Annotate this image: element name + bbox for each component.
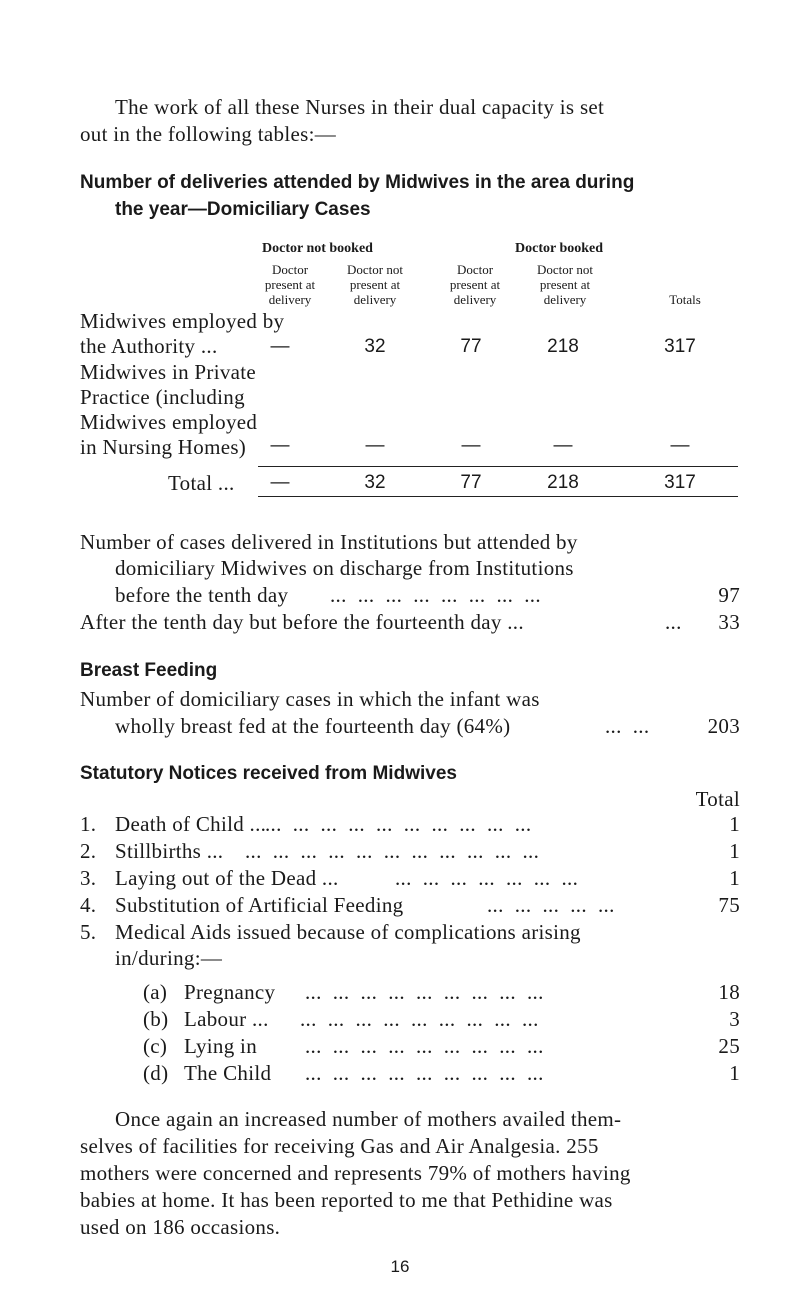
sub-item-a-label: Pregnancy <box>184 980 276 1004</box>
intro-line-2: out in the following tables:— <box>80 122 337 146</box>
notice-1-label: Death of Child ... <box>115 812 267 836</box>
total-bottom-rule <box>258 496 738 497</box>
sub-item-d-value: 1 <box>729 1061 740 1085</box>
breast-feeding-value: 203 <box>707 714 740 738</box>
row1-value-2: 32 <box>364 336 386 357</box>
total-value-4: 218 <box>547 472 579 493</box>
institutions-line-1: Number of cases delivered in Institutions but attended by <box>80 530 578 554</box>
closing-line-1: Once again an increased number of mothers availed them- <box>115 1107 622 1131</box>
sub-item-b-letter: (b) <box>143 1007 169 1031</box>
sub-item-c-leader: ... ... ... ... ... ... ... ... ... <box>305 1034 544 1058</box>
row1-value-4: 218 <box>547 336 579 357</box>
notice-3-value: 1 <box>729 866 740 890</box>
notices-total-label: Total <box>695 787 740 811</box>
institutions-value-2: 33 <box>718 610 740 634</box>
institutions-line-4: After the tenth day but before the fourteenth day ... <box>80 610 524 634</box>
row2-label-line-3: Midwives employed <box>80 410 258 434</box>
notice-4-leader: ... ... ... ... ... <box>487 893 615 917</box>
row2-label-line-1: Midwives in Private <box>80 360 257 384</box>
sub-item-b-leader: ... ... ... ... ... ... ... ... ... <box>300 1007 539 1031</box>
breast-feeding-line-2: wholly breast fed at the fourteenth day (64%) <box>115 714 511 738</box>
notice-2-label: Stillbirths ... <box>115 839 224 863</box>
group-header-not-booked: Doctor not booked <box>262 241 373 256</box>
col4-line-2: present at <box>539 277 591 292</box>
col4-line-1: Doctor not <box>537 262 593 277</box>
column-header-2 <box>330 262 420 307</box>
sub-item-c-label: Lying in <box>184 1034 257 1058</box>
row2-value-5: — <box>670 435 690 456</box>
institutions-leader-1: ... ... ... ... ... ... ... ... <box>330 583 541 607</box>
row1-label-line-1: Midwives employed by <box>80 309 285 333</box>
col2-line-1: Doctor not <box>347 262 403 277</box>
notice-5-number: 5. <box>80 920 97 944</box>
col1-line-3: delivery <box>268 292 312 307</box>
notice-2-number: 2. <box>80 839 97 863</box>
sub-item-d-leader: ... ... ... ... ... ... ... ... ... <box>305 1061 544 1085</box>
total-top-rule <box>258 466 738 467</box>
row2-label-line-4: in Nursing Homes) <box>80 435 247 459</box>
row2-value-2: — <box>365 435 385 456</box>
sub-item-b-label: Labour ... <box>184 1007 269 1031</box>
institutions-line-2: domiciliary Midwives on discharge from Institutions <box>115 556 574 580</box>
sub-item-c-letter: (c) <box>143 1034 168 1058</box>
col3-line-1: Doctor <box>456 262 494 277</box>
notice-4-value: 75 <box>718 893 740 917</box>
closing-line-2: selves of facilities for receiving Gas and Air Analgesia. 255 <box>80 1134 599 1158</box>
notice-4-label: Substitution of Artificial Feeding <box>115 893 404 917</box>
row2-label-line-2: Practice (including <box>80 385 245 409</box>
row1-value-3: 77 <box>460 336 482 357</box>
column-header-3 <box>435 262 515 307</box>
row1-value-5: 317 <box>664 336 696 357</box>
notice-3-label: Laying out of the Dead ... <box>115 866 339 890</box>
notice-2-leader: ... ... ... ... ... ... ... ... ... ... ... <box>245 839 540 863</box>
closing-line-5: used on 186 occasions. <box>80 1215 281 1239</box>
notice-1-number: 1. <box>80 812 97 836</box>
notice-5-line-1: Medical Aids issued because of complications arising <box>115 920 581 944</box>
closing-line-4: babies at home. It has been reported to me that Pethidine was <box>80 1188 613 1212</box>
breast-feeding-leader: ... ... <box>605 714 650 738</box>
group-header-booked: Doctor booked <box>515 241 604 256</box>
deliveries-heading-line-1: Number of deliveries attended by Midwives in the area during <box>80 172 635 193</box>
intro-line-1: The work of all these Nurses in their dual capacity is set <box>115 95 605 119</box>
row2-value-1: — <box>270 435 290 456</box>
institutions-leader-2: ... <box>665 610 682 634</box>
sub-item-a-value: 18 <box>718 980 740 1004</box>
col2-line-2: present at <box>349 277 401 292</box>
total-label: Total ... <box>168 471 235 495</box>
row1-value-1: — <box>270 336 290 357</box>
sub-item-d-letter: (d) <box>143 1061 169 1085</box>
sub-item-a-leader: ... ... ... ... ... ... ... ... ... <box>305 980 544 1004</box>
notice-1-value: 1 <box>729 812 740 836</box>
breast-feeding-heading: Breast Feeding <box>80 660 218 681</box>
notice-2-value: 1 <box>729 839 740 863</box>
breast-feeding-line-1: Number of domiciliary cases in which the infant was <box>80 687 540 711</box>
deliveries-heading-line-2: the year—Domiciliary Cases <box>115 199 371 220</box>
institutions-line-3: before the tenth day <box>115 583 289 607</box>
notice-3-leader: ... ... ... ... ... ... ... <box>395 866 579 890</box>
total-value-3: 77 <box>460 472 482 493</box>
sub-item-a-letter: (a) <box>143 980 168 1004</box>
col2-line-3: delivery <box>353 292 397 307</box>
row1-label-line-2: the Authority ... <box>80 334 218 358</box>
col1-line-1: Doctor <box>271 262 309 277</box>
col3-line-3: delivery <box>453 292 497 307</box>
notice-5-line-2: in/during:— <box>115 946 223 970</box>
notices-heading: Statutory Notices received from Midwives <box>80 763 457 784</box>
sub-item-c-value: 25 <box>718 1034 740 1058</box>
institutions-value-1: 97 <box>718 583 740 607</box>
column-header-1 <box>250 262 330 307</box>
col3-line-2: present at <box>449 277 501 292</box>
total-value-5: 317 <box>664 472 696 493</box>
col1-line-2: present at <box>264 277 316 292</box>
total-value-2: 32 <box>364 472 386 493</box>
sub-item-b-value: 3 <box>729 1007 740 1031</box>
total-value-1: — <box>270 472 290 493</box>
notice-1-leader: ... ... ... ... ... ... ... ... ... ... <box>265 812 532 836</box>
column-header-4 <box>520 262 610 307</box>
col4-line-3: delivery <box>543 292 587 307</box>
page-number: 16 <box>390 1257 410 1276</box>
row2-value-3: — <box>461 435 481 456</box>
sub-item-d-label: The Child <box>184 1061 272 1085</box>
notice-3-number: 3. <box>80 866 97 890</box>
column-header-totals: Totals <box>669 292 701 307</box>
notice-4-number: 4. <box>80 893 97 917</box>
closing-line-3: mothers were concerned and represents 79% of mothers having <box>80 1161 631 1185</box>
row2-value-4: — <box>553 435 573 456</box>
